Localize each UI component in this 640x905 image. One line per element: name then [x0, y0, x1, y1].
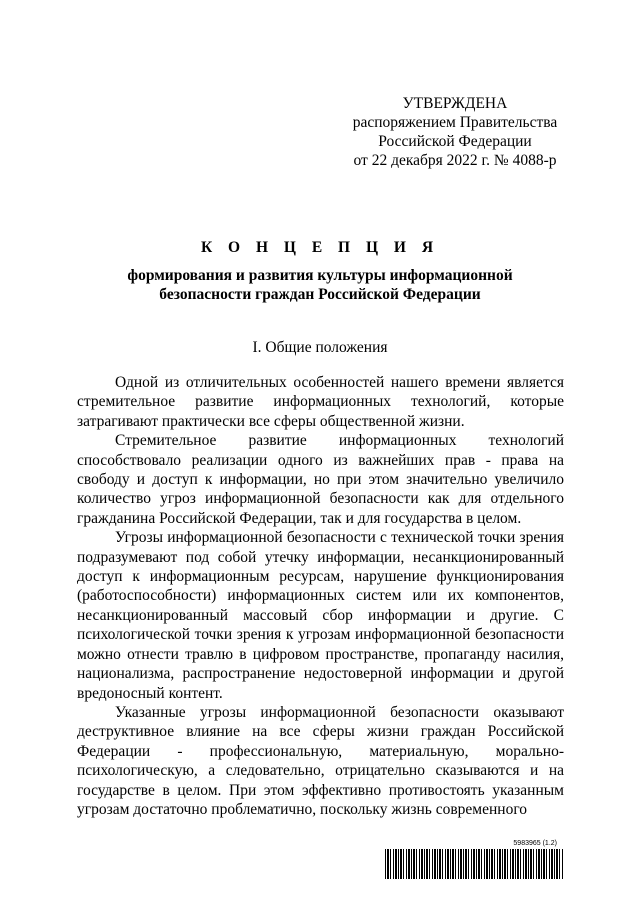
subtitle-line-2: безопасности граждан Российской Федерации — [159, 286, 481, 303]
subtitle-line-1: формирования и развития культуры информационной — [127, 267, 513, 284]
document-title: К О Н Ц Е П Ц И Я — [200, 239, 440, 256]
approval-date-number: от 22 декабря 2022 г. № 4088-р — [353, 152, 557, 169]
paragraph-4: Указанные угрозы информационной безопасности оказывают деструктивное влияние на все сферы жизни граждан Российской Федерации - профессиональную, материальную, морально-психологическую, а следовательно, отрицательно сказываются и на государстве в целом. При этом эффективно противостоять указанным угрозам достаточно проблематично, поскольку жизнь современного — [77, 703, 564, 818]
paragraph-1: Одной из отличительных особенностей нашего времени является стремительное развитие информационных технологий, которые затрагивают практически все сферы общественной жизни. — [77, 374, 564, 430]
approval-block — [330, 94, 580, 170]
approval-authority: распоряжением Правительства — [352, 114, 558, 131]
paragraph-2: Стремительное развитие информационных технологий способствовало реализации одного из важнейших прав - права на свободу и доступ к информации, но при этом значительно увеличило количество угроз информационной безопасности как для отдельного гражданина Российской Федерации, так и для государства в целом. — [77, 432, 564, 527]
barcode-number: 5983965 (1.2) — [513, 840, 557, 847]
barcode-icon — [385, 849, 563, 879]
paragraph-3: Угрозы информационной безопасности с технической точки зрения подразумевают под собой утечку информации, несанкционированный доступ к информационным ресурсам, нарушение функционирования (работоспособности) информационных систем или их компонентов, несанкционированный массовый сбор информации и другие. С психологической точки зрения к угрозам информационной безопасности можно отнести травлю в цифровом пространстве, пропаганду насилия, национализма, распространение недостоверной информации и другой вредоносный контент. — [77, 529, 564, 702]
approval-country: Российской Федерации — [378, 133, 532, 150]
document-subtitle — [60, 266, 580, 304]
barcode-block — [385, 840, 563, 884]
section-heading: I. Общие положения — [252, 339, 388, 356]
document-body — [77, 373, 564, 819]
approval-stamp: УТВЕРЖДЕНА — [402, 95, 508, 112]
